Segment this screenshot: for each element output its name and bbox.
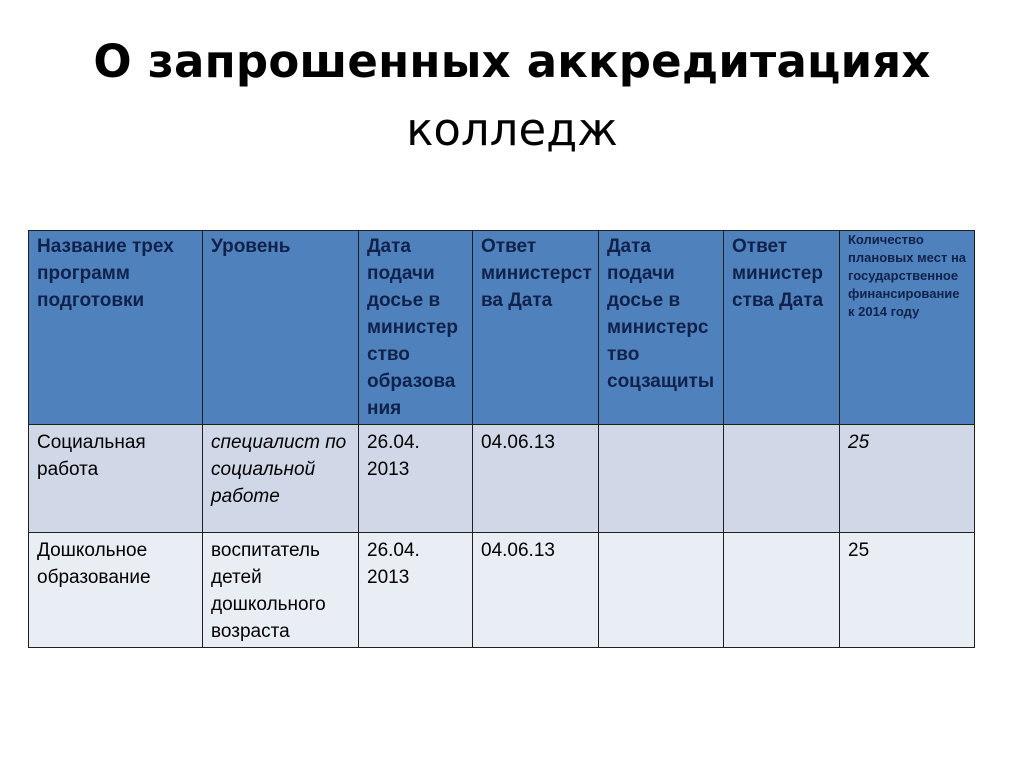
cell-soc-date xyxy=(599,425,724,533)
table-header-row xyxy=(29,231,975,425)
cell-soc-answer xyxy=(724,425,840,533)
header-soc-date: Дата подачи досье в министерство соцзащиты xyxy=(599,231,724,425)
cell-soc-date xyxy=(599,533,724,648)
accreditation-table xyxy=(28,230,975,648)
cell-edu-answer: 04.06.13 xyxy=(473,533,599,648)
cell-program: Социальная работа xyxy=(29,425,203,533)
header-level: Уровень xyxy=(203,231,359,425)
slide-title-block xyxy=(0,28,1024,164)
table-row xyxy=(29,425,975,533)
cell-level: специалист по социальной работе xyxy=(203,425,359,533)
cell-places: 25 xyxy=(840,533,975,648)
cell-soc-answer xyxy=(724,533,840,648)
cell-edu-date: 26.04. 2013 xyxy=(359,533,473,648)
header-soc-answer: Ответ министерства Дата xyxy=(724,231,840,425)
header-edu-answer: Ответ министерства Дата xyxy=(473,231,599,425)
header-edu-date: Дата подачи досье в министерство образования xyxy=(359,231,473,425)
header-places: Количество плановых мест на государственное финансирование к 2014 году xyxy=(840,231,975,425)
slide-title: О запрошенных аккредитациях xyxy=(93,35,931,88)
table-row xyxy=(29,533,975,648)
cell-edu-date: 26.04. 2013 xyxy=(359,425,473,533)
cell-places: 25 xyxy=(840,425,975,533)
slide-subtitle: колледж xyxy=(406,103,618,156)
header-program: Название трех программ подготовки xyxy=(29,231,203,425)
cell-edu-answer: 04.06.13 xyxy=(473,425,599,533)
cell-program: Дошкольное образование xyxy=(29,533,203,648)
cell-level: воспитатель детей дошкольного возраста xyxy=(203,533,359,648)
